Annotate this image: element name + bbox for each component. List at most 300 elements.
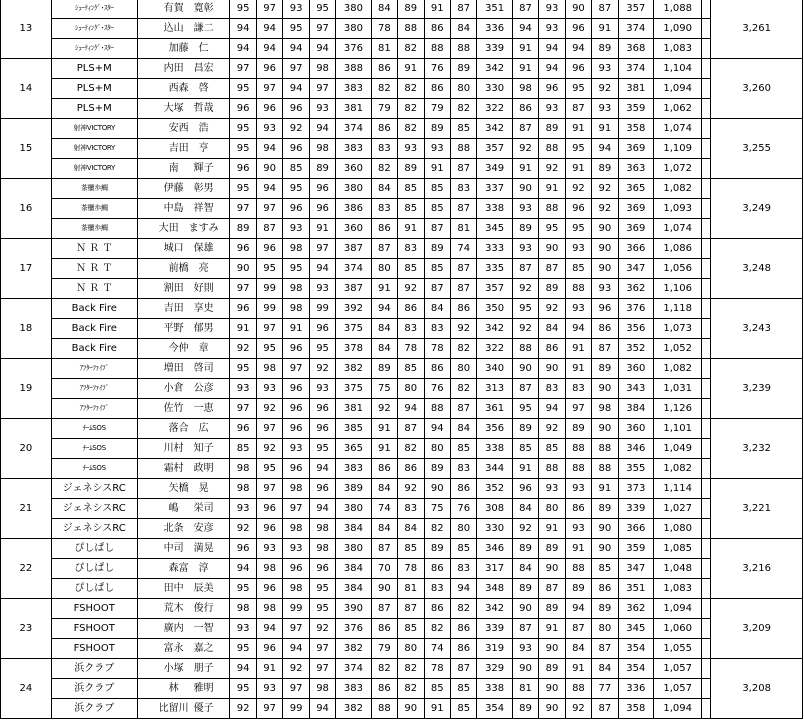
series-score-cell: 93 bbox=[539, 0, 565, 19]
series-score-cell: 85 bbox=[398, 179, 424, 199]
results-body bbox=[1, 0, 803, 719]
series-score-cell: 93 bbox=[512, 639, 538, 659]
spacer-cell bbox=[702, 359, 711, 379]
series-score-cell: 89 bbox=[424, 239, 450, 259]
series-score-cell: 92 bbox=[398, 279, 424, 299]
team-name-cell: ぴしぱし bbox=[51, 559, 137, 579]
series-score-cell: 85 bbox=[230, 439, 256, 459]
series-score-cell: 88 bbox=[565, 459, 591, 479]
round-subtotal-cell: 354 bbox=[477, 699, 512, 719]
series-score-cell: 94 bbox=[371, 299, 397, 319]
table-row bbox=[1, 0, 803, 19]
series-score-cell: 84 bbox=[451, 419, 477, 439]
spacer-cell bbox=[702, 659, 711, 679]
round-subtotal-cell: 342 bbox=[477, 599, 512, 619]
table-row bbox=[1, 159, 803, 179]
spacer-cell bbox=[702, 679, 711, 699]
series-score-cell: 91 bbox=[565, 339, 591, 359]
series-score-cell: 94 bbox=[424, 419, 450, 439]
series-score-cell: 80 bbox=[424, 439, 450, 459]
series-score-cell: 88 bbox=[398, 19, 424, 39]
team-name-cell: Back Fire bbox=[51, 299, 137, 319]
team-name-cell: Ｎ Ｒ Ｔ bbox=[51, 259, 137, 279]
series-score-cell: 87 bbox=[256, 219, 282, 239]
shooter-family-name: 内田 bbox=[163, 63, 184, 74]
series-score-cell: 93 bbox=[256, 379, 282, 399]
shooter-name-cell bbox=[137, 139, 230, 159]
individual-total-cell: 1,082 bbox=[653, 459, 702, 479]
round-subtotal-cell: 333 bbox=[477, 239, 512, 259]
series-score-cell: 84 bbox=[371, 319, 397, 339]
series-score-cell: 98 bbox=[283, 519, 309, 539]
series-score-cell: 92 bbox=[592, 79, 618, 99]
table-row bbox=[1, 99, 803, 119]
shooter-family-name: 今仲 bbox=[168, 343, 189, 354]
series-score-cell: 90 bbox=[539, 559, 565, 579]
series-score-cell: 93 bbox=[424, 139, 450, 159]
round-subtotal-cell: 381 bbox=[336, 99, 371, 119]
series-score-cell: 90 bbox=[512, 599, 538, 619]
round-subtotal-cell: 366 bbox=[618, 519, 653, 539]
table-row bbox=[1, 419, 803, 439]
series-score-cell: 87 bbox=[592, 639, 618, 659]
series-score-cell: 91 bbox=[398, 59, 424, 79]
series-score-cell: 94 bbox=[256, 39, 282, 59]
series-score-cell: 94 bbox=[256, 179, 282, 199]
series-score-cell: 85 bbox=[283, 159, 309, 179]
series-score-cell: 98 bbox=[309, 59, 335, 79]
series-score-cell: 85 bbox=[451, 679, 477, 699]
team-name-cell: PLS+M bbox=[51, 99, 137, 119]
series-score-cell: 91 bbox=[512, 459, 538, 479]
series-score-cell: 87 bbox=[451, 259, 477, 279]
table-row bbox=[1, 199, 803, 219]
series-score-cell: 93 bbox=[256, 539, 282, 559]
team-name-cell: 茶櫃歩鯛 bbox=[51, 219, 137, 239]
round-subtotal-cell: 338 bbox=[477, 199, 512, 219]
individual-total-cell: 1,083 bbox=[653, 39, 702, 59]
team-name-cell: Back Fire bbox=[51, 339, 137, 359]
shooter-name-cell bbox=[137, 619, 230, 639]
shooter-name-cell bbox=[137, 279, 230, 299]
series-score-cell: 94 bbox=[512, 19, 538, 39]
spacer-cell bbox=[702, 619, 711, 639]
round-subtotal-cell: 355 bbox=[618, 459, 653, 479]
spacer-cell bbox=[702, 419, 711, 439]
team-name-cell: ﾁｰﾑSOS bbox=[51, 439, 137, 459]
round-subtotal-cell: 339 bbox=[477, 39, 512, 59]
team-name-cell: ﾁｰﾑSOS bbox=[51, 459, 137, 479]
series-score-cell: 70 bbox=[371, 559, 397, 579]
series-score-cell: 98 bbox=[309, 519, 335, 539]
series-score-cell: 96 bbox=[230, 419, 256, 439]
series-score-cell: 92 bbox=[398, 479, 424, 499]
series-score-cell: 89 bbox=[565, 579, 591, 599]
shooter-given-name: 淳 bbox=[198, 563, 209, 574]
round-subtotal-cell: 346 bbox=[618, 439, 653, 459]
series-score-cell: 97 bbox=[283, 359, 309, 379]
series-score-cell: 76 bbox=[424, 59, 450, 79]
round-subtotal-cell: 360 bbox=[618, 419, 653, 439]
series-score-cell: 91 bbox=[230, 319, 256, 339]
series-score-cell: 88 bbox=[539, 139, 565, 159]
series-score-cell: 90 bbox=[424, 479, 450, 499]
series-score-cell: 99 bbox=[283, 699, 309, 719]
table-row bbox=[1, 299, 803, 319]
round-subtotal-cell: 360 bbox=[336, 219, 371, 239]
series-score-cell: 92 bbox=[512, 519, 538, 539]
team-name-cell: FSHOOT bbox=[51, 639, 137, 659]
round-subtotal-cell: 346 bbox=[477, 539, 512, 559]
series-score-cell: 89 bbox=[512, 219, 538, 239]
series-score-cell: 87 bbox=[371, 599, 397, 619]
series-score-cell: 89 bbox=[539, 599, 565, 619]
round-subtotal-cell: 356 bbox=[618, 319, 653, 339]
round-subtotal-cell: 345 bbox=[477, 219, 512, 239]
round-subtotal-cell: 350 bbox=[477, 299, 512, 319]
series-score-cell: 91 bbox=[565, 539, 591, 559]
series-score-cell: 83 bbox=[371, 139, 397, 159]
team-name-cell: ﾁｰﾑSOS bbox=[51, 419, 137, 439]
series-score-cell: 78 bbox=[398, 339, 424, 359]
table-row bbox=[1, 259, 803, 279]
spacer-cell bbox=[702, 439, 711, 459]
series-score-cell: 98 bbox=[283, 239, 309, 259]
series-score-cell: 87 bbox=[592, 339, 618, 359]
series-score-cell: 78 bbox=[398, 559, 424, 579]
series-score-cell: 80 bbox=[451, 359, 477, 379]
rank-cell: 20 bbox=[1, 419, 52, 479]
individual-total-cell: 1,057 bbox=[653, 679, 702, 699]
series-score-cell: 96 bbox=[283, 339, 309, 359]
rank-cell: 16 bbox=[1, 179, 52, 239]
round-subtotal-cell: 384 bbox=[336, 559, 371, 579]
round-subtotal-cell: 383 bbox=[336, 679, 371, 699]
series-score-cell: 95 bbox=[309, 0, 335, 19]
series-score-cell: 83 bbox=[398, 499, 424, 519]
spacer-cell bbox=[702, 379, 711, 399]
series-score-cell: 91 bbox=[398, 219, 424, 239]
individual-total-cell: 1,082 bbox=[653, 179, 702, 199]
series-score-cell: 82 bbox=[424, 519, 450, 539]
shooter-given-name: 寛彰 bbox=[193, 3, 214, 14]
series-score-cell: 93 bbox=[283, 0, 309, 19]
series-score-cell: 79 bbox=[371, 99, 397, 119]
team-name-cell: 浜クラブ bbox=[51, 679, 137, 699]
shooter-given-name: 謙二 bbox=[193, 23, 214, 34]
series-score-cell: 83 bbox=[451, 559, 477, 579]
series-score-cell: 98 bbox=[230, 599, 256, 619]
round-subtotal-cell: 342 bbox=[477, 119, 512, 139]
series-score-cell: 96 bbox=[256, 239, 282, 259]
series-score-cell: 89 bbox=[451, 59, 477, 79]
series-score-cell: 94 bbox=[309, 259, 335, 279]
round-subtotal-cell: 337 bbox=[477, 179, 512, 199]
series-score-cell: 90 bbox=[539, 699, 565, 719]
spacer-cell bbox=[702, 339, 711, 359]
series-score-cell: 87 bbox=[512, 0, 538, 19]
series-score-cell: 86 bbox=[565, 499, 591, 519]
individual-total-cell: 1,072 bbox=[653, 159, 702, 179]
round-subtotal-cell: 376 bbox=[336, 619, 371, 639]
individual-total-cell: 1,104 bbox=[653, 59, 702, 79]
series-score-cell: 92 bbox=[512, 279, 538, 299]
individual-total-cell: 1,094 bbox=[653, 599, 702, 619]
series-score-cell: 82 bbox=[371, 159, 397, 179]
round-subtotal-cell: 351 bbox=[477, 0, 512, 19]
individual-total-cell: 1,074 bbox=[653, 119, 702, 139]
series-score-cell: 96 bbox=[230, 539, 256, 559]
series-score-cell: 87 bbox=[539, 259, 565, 279]
series-score-cell: 86 bbox=[398, 459, 424, 479]
table-row bbox=[1, 659, 803, 679]
round-subtotal-cell: 381 bbox=[336, 399, 371, 419]
round-subtotal-cell: 338 bbox=[477, 679, 512, 699]
series-score-cell: 89 bbox=[592, 359, 618, 379]
team-name-cell: ｼｭｰﾃｨﾝｸﾞ･ｽﾀｰ bbox=[51, 39, 137, 59]
series-score-cell: 85 bbox=[592, 559, 618, 579]
series-score-cell: 95 bbox=[230, 0, 256, 19]
series-score-cell: 88 bbox=[565, 279, 591, 299]
series-score-cell: 98 bbox=[256, 359, 282, 379]
series-score-cell: 95 bbox=[283, 19, 309, 39]
team-name-cell: ｼｭｰﾃｨﾝｸﾞ･ｽﾀｰ bbox=[51, 19, 137, 39]
shooter-given-name: 好則 bbox=[193, 283, 214, 294]
series-score-cell: 90 bbox=[592, 259, 618, 279]
spacer-cell bbox=[702, 199, 711, 219]
series-score-cell: 91 bbox=[592, 479, 618, 499]
series-score-cell: 83 bbox=[565, 379, 591, 399]
individual-total-cell: 1,094 bbox=[653, 699, 702, 719]
series-score-cell: 91 bbox=[512, 159, 538, 179]
round-subtotal-cell: 317 bbox=[477, 559, 512, 579]
series-score-cell: 96 bbox=[256, 519, 282, 539]
series-score-cell: 84 bbox=[512, 499, 538, 519]
series-score-cell: 87 bbox=[512, 619, 538, 639]
spacer-cell bbox=[702, 499, 711, 519]
round-subtotal-cell: 344 bbox=[477, 459, 512, 479]
shooter-name-cell bbox=[137, 259, 230, 279]
round-subtotal-cell: 335 bbox=[477, 259, 512, 279]
series-score-cell: 85 bbox=[512, 439, 538, 459]
team-name-cell: PLS+M bbox=[51, 59, 137, 79]
series-score-cell: 93 bbox=[309, 279, 335, 299]
series-score-cell: 87 bbox=[512, 259, 538, 279]
series-score-cell: 85 bbox=[398, 359, 424, 379]
shooter-given-name: 啓司 bbox=[193, 363, 214, 374]
shooter-given-name: 郁男 bbox=[193, 323, 214, 334]
series-score-cell: 96 bbox=[592, 299, 618, 319]
series-score-cell: 97 bbox=[256, 319, 282, 339]
series-score-cell: 86 bbox=[424, 359, 450, 379]
individual-total-cell: 1,052 bbox=[653, 339, 702, 359]
series-score-cell: 91 bbox=[539, 519, 565, 539]
series-score-cell: 82 bbox=[398, 659, 424, 679]
round-subtotal-cell: 368 bbox=[618, 39, 653, 59]
series-score-cell: 84 bbox=[371, 179, 397, 199]
series-score-cell: 96 bbox=[565, 19, 591, 39]
series-score-cell: 89 bbox=[539, 279, 565, 299]
series-score-cell: 95 bbox=[256, 339, 282, 359]
series-score-cell: 91 bbox=[424, 159, 450, 179]
series-score-cell: 85 bbox=[451, 539, 477, 559]
series-score-cell: 93 bbox=[565, 479, 591, 499]
series-score-cell: 99 bbox=[256, 299, 282, 319]
individual-total-cell: 1,086 bbox=[653, 239, 702, 259]
shooter-family-name: 増田 bbox=[163, 363, 184, 374]
round-subtotal-cell: 374 bbox=[336, 659, 371, 679]
series-score-cell: 88 bbox=[565, 679, 591, 699]
table-row bbox=[1, 479, 803, 499]
shooter-given-name: 一恵 bbox=[193, 403, 214, 414]
series-score-cell: 93 bbox=[309, 99, 335, 119]
round-subtotal-cell: 358 bbox=[618, 119, 653, 139]
table-row bbox=[1, 119, 803, 139]
shooter-family-name: 南 bbox=[168, 163, 179, 174]
series-score-cell: 86 bbox=[424, 559, 450, 579]
shooter-family-name: 城口 bbox=[163, 243, 184, 254]
round-subtotal-cell: 336 bbox=[477, 19, 512, 39]
shooter-given-name: 嘉之 bbox=[193, 643, 214, 654]
series-score-cell: 82 bbox=[398, 439, 424, 459]
series-score-cell: 86 bbox=[451, 639, 477, 659]
series-score-cell: 85 bbox=[451, 439, 477, 459]
series-score-cell: 90 bbox=[512, 359, 538, 379]
shooter-family-name: 小塚 bbox=[163, 663, 184, 674]
series-score-cell: 92 bbox=[230, 519, 256, 539]
rank-cell: 21 bbox=[1, 479, 52, 539]
series-score-cell: 98 bbox=[256, 599, 282, 619]
series-score-cell: 90 bbox=[256, 159, 282, 179]
series-score-cell: 78 bbox=[424, 339, 450, 359]
series-score-cell: 90 bbox=[398, 699, 424, 719]
round-subtotal-cell: 374 bbox=[336, 119, 371, 139]
shooter-family-name: 吉田 bbox=[163, 303, 184, 314]
series-score-cell: 74 bbox=[451, 239, 477, 259]
series-score-cell: 81 bbox=[398, 579, 424, 599]
round-subtotal-cell: 376 bbox=[336, 39, 371, 59]
series-score-cell: 86 bbox=[371, 619, 397, 639]
series-score-cell: 82 bbox=[398, 99, 424, 119]
round-subtotal-cell: 330 bbox=[477, 519, 512, 539]
shooter-name-cell bbox=[137, 439, 230, 459]
shooter-given-name: 知子 bbox=[193, 443, 214, 454]
round-subtotal-cell: 359 bbox=[618, 539, 653, 559]
series-score-cell: 90 bbox=[592, 519, 618, 539]
series-score-cell: 96 bbox=[256, 59, 282, 79]
series-score-cell: 92 bbox=[371, 399, 397, 419]
team-name-cell: ｱﾌﾀｰﾌｧｲﾌﾞ bbox=[51, 359, 137, 379]
round-subtotal-cell: 342 bbox=[477, 59, 512, 79]
shooter-given-name: 栄司 bbox=[193, 503, 214, 514]
series-score-cell: 91 bbox=[565, 159, 591, 179]
round-subtotal-cell: 384 bbox=[336, 579, 371, 599]
series-score-cell: 98 bbox=[309, 679, 335, 699]
table-row bbox=[1, 639, 803, 659]
series-score-cell: 96 bbox=[256, 639, 282, 659]
team-name-cell: ｱﾌﾀｰﾌｧｲﾌﾞ bbox=[51, 399, 137, 419]
round-subtotal-cell: 369 bbox=[618, 139, 653, 159]
shooter-given-name: 亮 bbox=[198, 263, 209, 274]
round-subtotal-cell: 381 bbox=[618, 79, 653, 99]
series-score-cell: 95 bbox=[565, 219, 591, 239]
round-subtotal-cell: 349 bbox=[477, 159, 512, 179]
series-score-cell: 94 bbox=[539, 59, 565, 79]
series-score-cell: 91 bbox=[283, 319, 309, 339]
series-score-cell: 89 bbox=[539, 539, 565, 559]
team-name-cell: PLS+M bbox=[51, 79, 137, 99]
series-score-cell: 80 bbox=[451, 79, 477, 99]
shooter-given-name: 満晃 bbox=[193, 543, 214, 554]
series-score-cell: 89 bbox=[230, 219, 256, 239]
shooter-family-name: 西森 bbox=[168, 83, 189, 94]
shooter-given-name: 章 bbox=[198, 343, 209, 354]
round-subtotal-cell: 339 bbox=[477, 619, 512, 639]
shooter-name-cell bbox=[137, 479, 230, 499]
series-score-cell: 82 bbox=[451, 99, 477, 119]
series-score-cell: 84 bbox=[371, 0, 397, 19]
round-subtotal-cell: 387 bbox=[336, 239, 371, 259]
series-score-cell: 79 bbox=[424, 99, 450, 119]
team-total-cell: 3,221 bbox=[711, 479, 803, 539]
series-score-cell: 95 bbox=[539, 219, 565, 239]
round-subtotal-cell: 382 bbox=[336, 699, 371, 719]
series-score-cell: 95 bbox=[230, 79, 256, 99]
series-score-cell: 86 bbox=[592, 579, 618, 599]
table-row bbox=[1, 619, 803, 639]
round-subtotal-cell: 390 bbox=[336, 599, 371, 619]
series-score-cell: 94 bbox=[283, 639, 309, 659]
shooter-given-name: 仁 bbox=[198, 43, 209, 54]
table-row bbox=[1, 19, 803, 39]
shooter-name-cell bbox=[137, 339, 230, 359]
series-score-cell: 94 bbox=[230, 19, 256, 39]
series-score-cell: 79 bbox=[371, 639, 397, 659]
spacer-cell bbox=[702, 99, 711, 119]
spacer-cell bbox=[702, 639, 711, 659]
series-score-cell: 92 bbox=[230, 699, 256, 719]
series-score-cell: 87 bbox=[451, 0, 477, 19]
series-score-cell: 92 bbox=[309, 359, 335, 379]
series-score-cell: 81 bbox=[371, 39, 397, 59]
round-subtotal-cell: 380 bbox=[336, 539, 371, 559]
series-score-cell: 85 bbox=[539, 439, 565, 459]
series-score-cell: 97 bbox=[309, 79, 335, 99]
shooter-family-name: 大田 bbox=[158, 223, 179, 234]
series-score-cell: 81 bbox=[451, 219, 477, 239]
shooter-given-name: 雅明 bbox=[193, 683, 214, 694]
round-subtotal-cell: 347 bbox=[618, 259, 653, 279]
table-row bbox=[1, 499, 803, 519]
team-name-cell: 浜クラブ bbox=[51, 659, 137, 679]
shooter-name-cell bbox=[137, 579, 230, 599]
series-score-cell: 92 bbox=[592, 199, 618, 219]
series-score-cell: 89 bbox=[424, 539, 450, 559]
series-score-cell: 90 bbox=[592, 379, 618, 399]
shooter-name-cell bbox=[137, 459, 230, 479]
round-subtotal-cell: 329 bbox=[477, 659, 512, 679]
shooter-family-name: 加藤 bbox=[168, 43, 189, 54]
series-score-cell: 83 bbox=[451, 459, 477, 479]
individual-total-cell: 1,073 bbox=[653, 319, 702, 339]
shooter-given-name: 亨 bbox=[198, 143, 209, 154]
spacer-cell bbox=[702, 219, 711, 239]
series-score-cell: 87 bbox=[592, 699, 618, 719]
spacer-cell bbox=[702, 159, 711, 179]
series-score-cell: 88 bbox=[424, 39, 450, 59]
series-score-cell: 77 bbox=[592, 679, 618, 699]
shooter-family-name: 伊藤 bbox=[163, 183, 184, 194]
